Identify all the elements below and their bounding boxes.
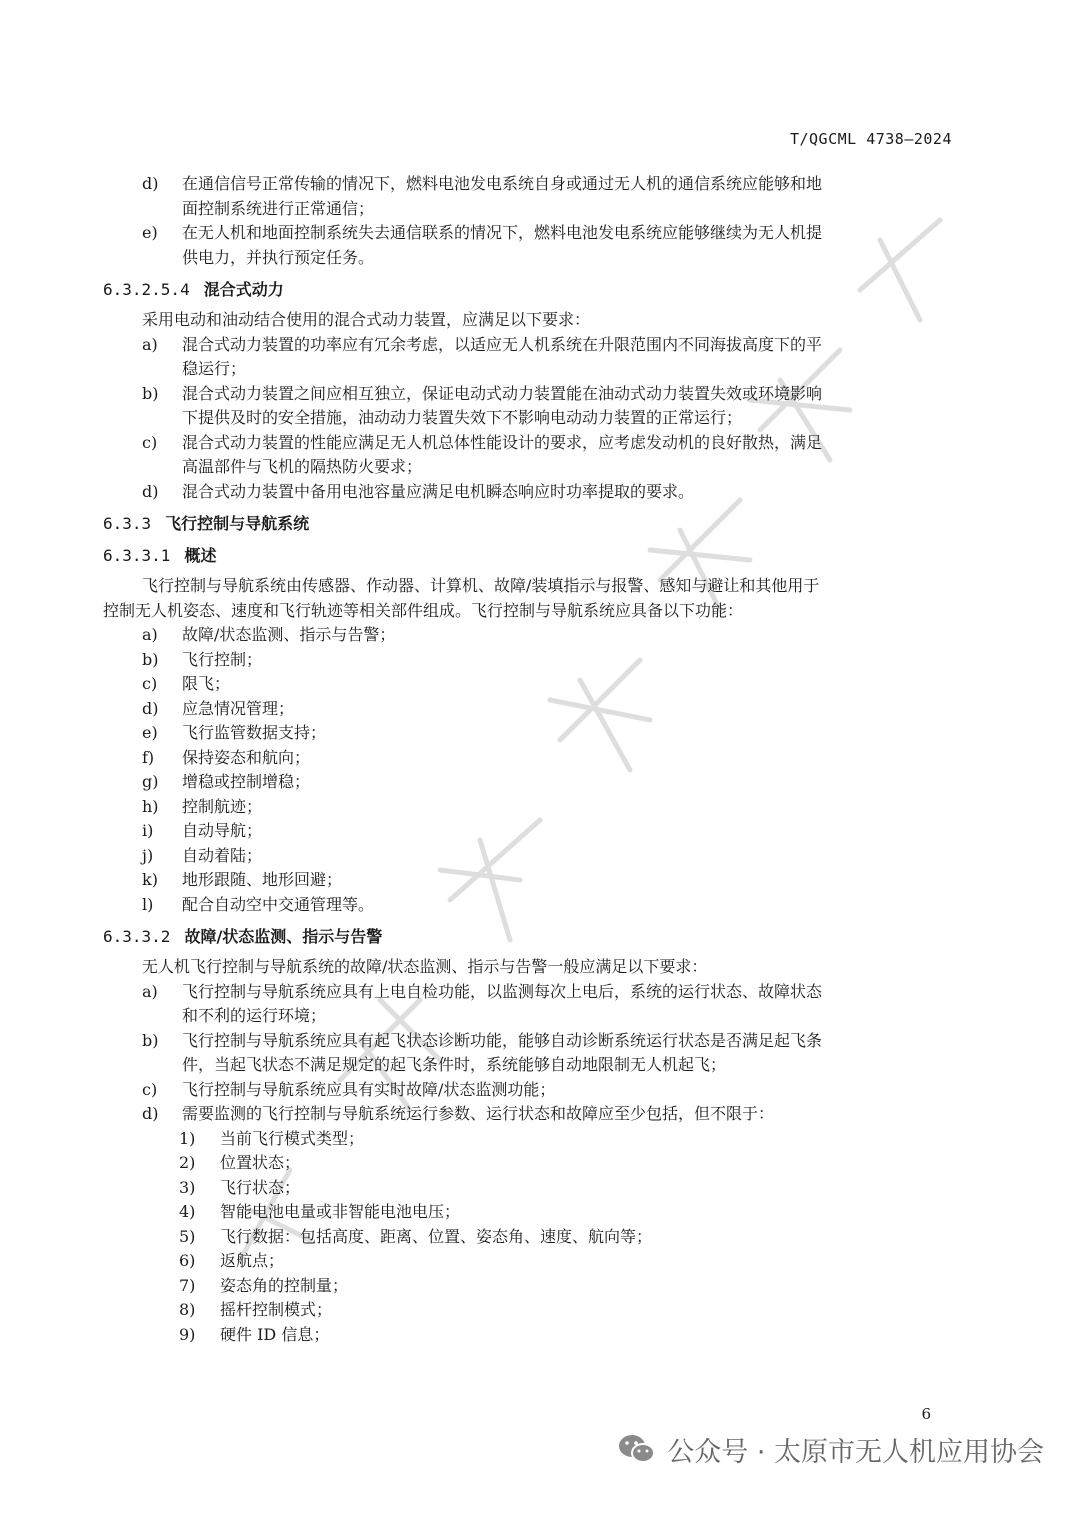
list-item [103, 1225, 953, 1250]
page-number: 6 [921, 1405, 931, 1423]
list-marker: l) [142, 894, 154, 914]
list-item: d) 需要监测的飞行控制与导航系统运行参数、运行状态和故障应至少包括，但不限于： [142, 1104, 775, 1123]
footer-text: 公众号 · 太原市无人机应用协会 [667, 1436, 1044, 1468]
list-item-text: 位置状态； [220, 1153, 301, 1172]
list-item-text: 飞行数据：包括高度、距离、位置、姿态角、速度、航向等； [220, 1226, 653, 1246]
list-item: d) 在通信信号正常传输的情况下，燃料电池发电系统自身或通过无人机的通信系统应能够和地 面控制系统进行正常通信； [142, 174, 823, 218]
list-item [103, 648, 953, 673]
wechat-icon [617, 1432, 657, 1466]
list-item-text: 智能电池电量或非智能电池电压； [220, 1202, 461, 1221]
list-item-text: 应急情况管理； [182, 698, 295, 718]
list-item-text: 摇杆控制模式； [220, 1300, 333, 1319]
document-body [103, 172, 953, 1347]
list-marker: 6) [179, 1251, 196, 1270]
section-heading-6-3-3: 6.3.3 飞行控制与导航系统 [103, 514, 310, 533]
list-marker: c) [142, 674, 158, 693]
list-item: e) 在无人机和地面控制系统失去通信联系的情况下，燃料电池发电系统应能够继续为无人机提 供电力，并执行预定任务。 [142, 223, 823, 267]
section-intro: 飞行控制与导航系统由传感器、作动器、计算机、故障/装填指示与报警、感知与避让和其他用于 [142, 576, 820, 595]
list-item: d) 混合式动力装置中备用电池容量应满足电机瞬态响应时功率提取的要求。 [142, 481, 695, 501]
list-marker: 7) [179, 1275, 196, 1295]
list-item: c) 飞行控制与导航系统应具有实时故障/状态监测功能； [142, 1079, 556, 1099]
list-item [103, 1274, 953, 1299]
list-item: a) 混合式动力装置的功率应有冗余考虑，以适应无人机系统在升限范围内不同海拔高度下的平 稳运行； [142, 334, 823, 378]
list-item [103, 1249, 953, 1274]
list-marker: 1) [179, 1128, 196, 1148]
list-marker: e) [142, 223, 158, 242]
list-item: a) 飞行控制与导航系统应具有上电自检功能，以监测每次上电后，系统的运行状态、故障状态 和不利的运行环境； [142, 981, 823, 1025]
list-item-text: 自动导航； [182, 821, 263, 840]
list-item: b) 飞行控制与导航系统应具有起飞状态诊断功能，能够自动诊断系统运行状态是否满足起飞条 件，当起飞状态不满足规定的起飞条件时，系统能够自动地限制无人机起飞； [142, 1030, 823, 1074]
standard-code: T/QGCML 4738—2024 [789, 130, 952, 148]
list-item [103, 819, 953, 844]
list-item: c) 混合式动力装置的性能应满足无人机总体性能设计的要求，应考虑发动机的良好散热，满足 高温部件与飞机的隔热防火要求； [142, 432, 823, 476]
list-item-text: 硬件 ID 信息； [220, 1324, 330, 1344]
list-item-text: 当前飞行模式类型； [220, 1128, 365, 1148]
list-item-text: 配合自动空中交通管理等。 [182, 894, 375, 914]
list-item-text: 地形跟随、地形回避； [182, 870, 343, 889]
list-item [103, 1200, 953, 1225]
section-intro-continued: 控制无人机姿态、速度和飞行轨迹等相关部件组成。飞行控制与导航系统应具备以下功能： [103, 600, 744, 620]
section-heading-6-3-2-5-4: 6.3.2.5.4 混合式动力 [103, 280, 284, 299]
list-marker: 9) [179, 1324, 196, 1344]
list-item [103, 721, 953, 746]
list-marker: k) [142, 870, 158, 889]
list-item-text: 姿态角的控制量； [220, 1275, 349, 1295]
list-marker: 2) [179, 1153, 196, 1172]
list-item-text: 飞行状态； [220, 1177, 301, 1197]
list-marker: d) [142, 698, 159, 718]
list-item-text: 自动着陆； [182, 845, 263, 865]
list-marker: b) [142, 649, 159, 669]
list-item [103, 623, 953, 648]
list-item [103, 1323, 953, 1348]
list-marker: g) [142, 772, 159, 791]
function-list [103, 623, 953, 917]
section-heading-6-3-3-2: 6.3.3.2 故障/状态监测、指示与告警 [103, 927, 383, 946]
list-item [103, 795, 953, 820]
list-marker: a) [142, 625, 158, 644]
list-item [103, 844, 953, 869]
list-item [103, 697, 953, 722]
list-item [103, 672, 953, 697]
list-item [103, 1127, 953, 1152]
list-item-text: 故障/状态监测、指示与告警； [182, 625, 396, 644]
list-item [103, 770, 953, 795]
list-marker: d) [142, 174, 159, 193]
list-item-text: 飞行监管数据支持； [182, 723, 327, 742]
list-item-text: 增稳或控制增稳； [182, 772, 311, 791]
section-intro: 无人机飞行控制与导航系统的故障/状态监测、指示与告警一般应满足以下要求： [142, 957, 708, 976]
list-marker: i) [142, 821, 154, 840]
list-item-text: 返航点； [220, 1251, 285, 1270]
list-item [103, 893, 953, 918]
list-item: b) 混合式动力装置之间应相互独立，保证电动式动力装置能在油动式动力装置失效或环境影响 下提供及时的安全措施，油动动力装置失效下不影响电动动力装置的正常运行； [142, 383, 823, 427]
list-marker: 8) [179, 1300, 196, 1319]
list-item [103, 1298, 953, 1323]
list-item-text: 控制航迹； [182, 796, 263, 816]
list-marker: h) [142, 796, 159, 816]
list-item [103, 868, 953, 893]
section-intro: 采用电动和油动结合使用的混合式动力装置，应满足以下要求： [142, 310, 591, 329]
list-block-1 [103, 172, 953, 270]
list-marker: f) [142, 747, 155, 767]
list-marker: e) [142, 723, 158, 742]
list-marker: 4) [179, 1202, 196, 1221]
list-item [103, 1176, 953, 1201]
list-item [103, 746, 953, 771]
list-item-text: 限飞； [182, 674, 231, 693]
section-heading-6-3-3-1: 6.3.3.1 概述 [103, 546, 217, 565]
list-marker: j) [142, 845, 154, 865]
list-item [103, 1151, 953, 1176]
footer-attribution [617, 1425, 1044, 1473]
monitoring-sublist [103, 1127, 953, 1348]
list-item-text: 保持姿态和航向； [182, 747, 311, 767]
list-marker: 5) [179, 1226, 196, 1246]
list-marker: 3) [179, 1177, 196, 1197]
list-item-text: 飞行控制； [182, 649, 263, 669]
